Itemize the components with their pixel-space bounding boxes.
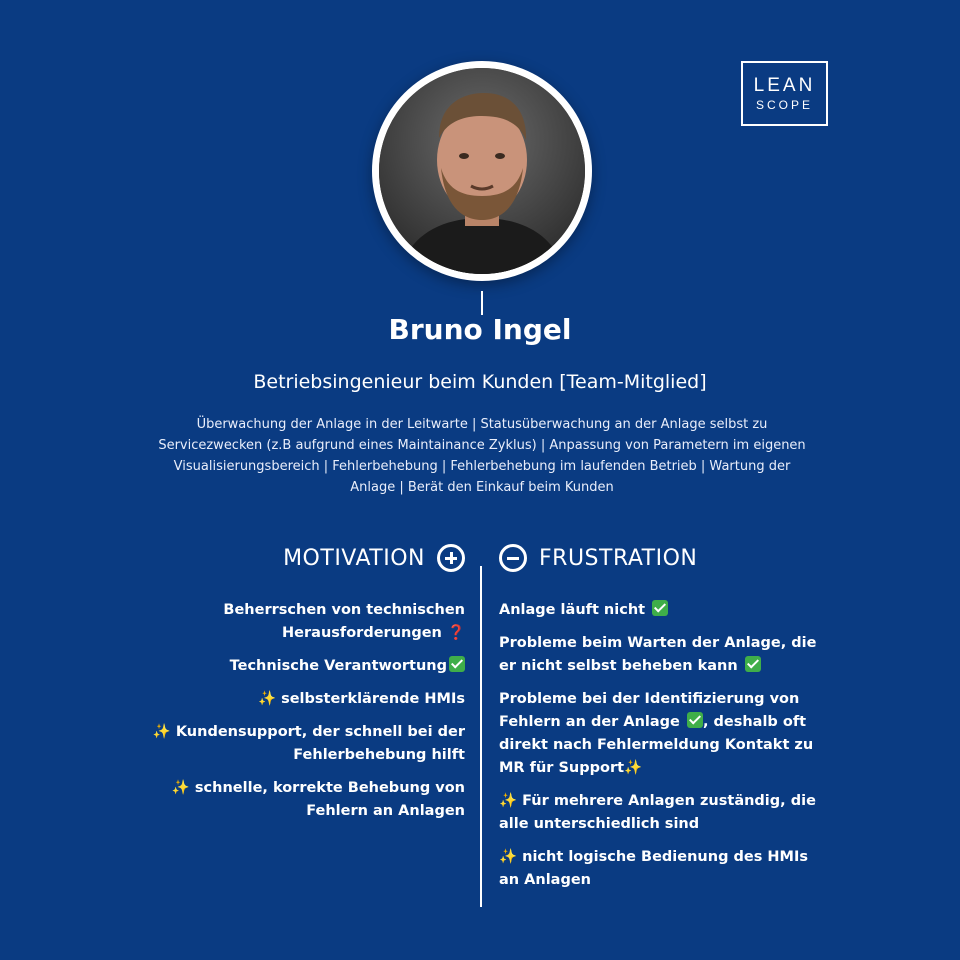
list-item: Probleme beim Warten der Anlage, die er nicht selbst beheben kann (499, 635, 817, 674)
frustration-heading (499, 540, 697, 576)
list-item: ✨ Kundensupport, der schnell bei der Fehlerbehebung hilft (152, 724, 465, 763)
check-icon (449, 656, 465, 672)
plus-circle-icon (437, 544, 465, 572)
sparkles-icon: ✨ (152, 724, 171, 740)
motivation-list (125, 599, 465, 833)
logo-line-1: LEAN (753, 75, 816, 96)
check-icon (687, 712, 703, 728)
avatar (372, 61, 592, 281)
sparkles-icon: ✨ (499, 849, 518, 865)
motivation-heading (283, 540, 465, 576)
column-divider (480, 566, 482, 907)
frustration-title: FRUSTRATION (539, 545, 698, 571)
person-portrait-icon (379, 68, 585, 274)
sparkles-icon: ✨ (257, 691, 277, 707)
list-item: ✨ Für mehrere Anlagen zuständig, die alle unterschiedlich sind (499, 793, 816, 832)
list-item: Technische Verantwortung (125, 655, 465, 678)
logo-line-2: SCOPE (755, 98, 813, 112)
minus-circle-icon (499, 544, 527, 572)
list-item: Beherrschen von technischen Herausforderungen ❓ (223, 602, 465, 641)
sparkles-icon: ✨ (624, 760, 643, 776)
persona-name: Bruno Ingel (388, 313, 572, 346)
question-icon: ❓ (446, 625, 465, 641)
persona-role: Betriebsingenieur beim Kunden [Team-Mitglied] (253, 371, 707, 393)
list-item: ✨ selbsterklärende HMIs (257, 691, 465, 707)
frustration-list (499, 599, 829, 902)
list-item: ✨ nicht logische Bedienung des HMIs an Anlagen (499, 849, 808, 888)
persona-description: Überwachung der Anlage in der Leitwarte | Statusüberwachung an der Anlage selbst zu Servicezwecken (z.B aufgrund eines Maintainance Zyklus) | Anpassung von Parametern im eigenen Visualisierungsbereich | Fehlerbehebung | Fehlerbehebung im laufenden Betrieb | Wartung der Anlage | Berät den Einkauf beim Kunden (158, 417, 806, 495)
sparkles-icon: ✨ (499, 793, 518, 809)
leanscope-logo (741, 61, 828, 126)
check-icon (745, 656, 761, 672)
list-item: ✨ schnelle, korrekte Behebung von Fehlern an Anlagen (171, 780, 465, 819)
check-icon (652, 600, 668, 616)
motivation-title: MOTIVATION (283, 545, 425, 571)
sparkles-icon: ✨ (171, 780, 190, 796)
list-item: Anlage läuft nicht (499, 599, 829, 622)
connector-line (481, 291, 483, 315)
list-item: Probleme bei der Identifizierung von Fehlern an der Anlage , deshalb oft direkt nach Fehlermeldung Kontakt zu MR für Support✨ (499, 691, 814, 776)
